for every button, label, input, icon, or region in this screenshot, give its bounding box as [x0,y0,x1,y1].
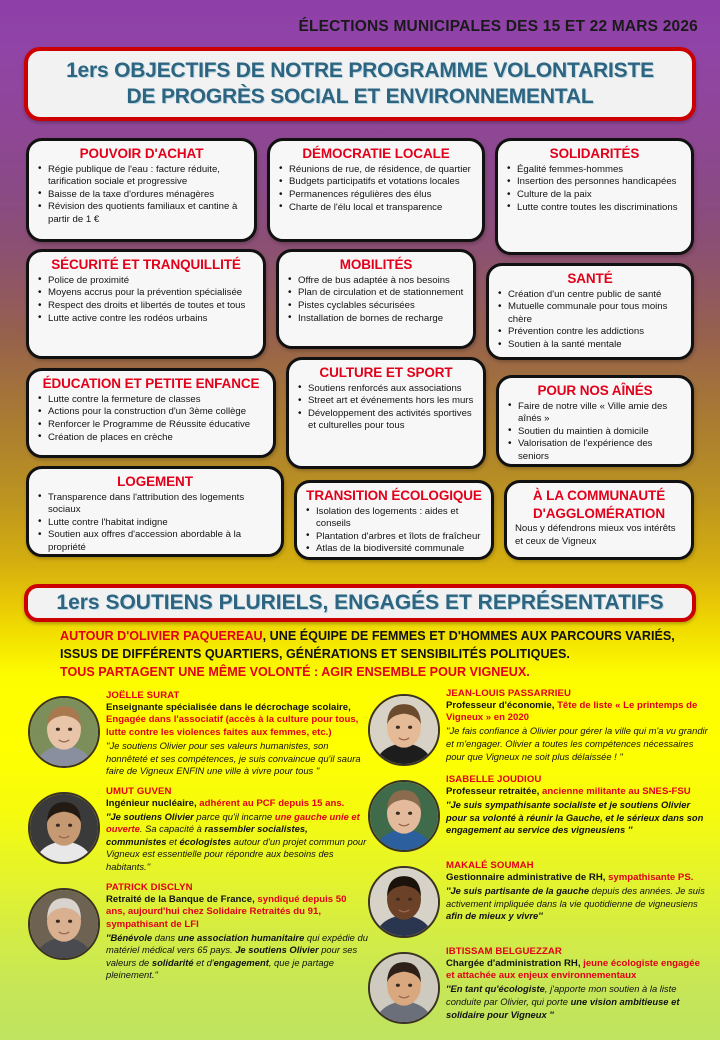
testimonial-item [28,786,368,874]
card-list-item: • Soutien aux offres d'accession abordable à la propriété [37,529,273,554]
card-list-item: • Création de places en crèche [37,432,265,444]
program-card-logement [26,466,284,557]
card-list [37,394,265,445]
program-grid [18,132,702,574]
avatar [368,694,440,766]
program-title-banner [24,47,696,121]
card-list-item: • Plantation d'arbres et îlots de fraîcheur [305,531,483,543]
testimonial-quote-segment: , j'apporte mon soutien à la liste conduite par Olivier, qui porte [446,983,677,1008]
program-card-securite-tranquillite [26,249,266,359]
testimonials-column-right [368,688,708,1032]
testimonial-quote-segment: et d' [193,956,214,968]
testimonials-column-left [28,690,368,990]
testimonial-quote-segment: , que je partage pleinement.'' [106,956,334,981]
card-list [506,164,683,215]
program-card-pouvoir-achat [26,138,257,242]
testimonial-role [446,872,708,884]
testimonial-role [106,798,368,810]
card-list-item: • Offre de bus adaptée à nos besoins [287,275,465,287]
testimonial-role-segment: Gestionnaire administrative de RH, [446,872,606,883]
testimonial-quote-segment: . Sa capacité à [139,823,205,835]
card-title: SÉCURITÉ ET TRANQUILLITÉ [51,257,241,272]
testimonial-role-segment: Professeur retraitée, [446,786,540,797]
card-list-item: • Insertion des personnes handicapées [506,176,683,188]
card-title: SANTÉ [567,271,613,286]
testimonial-quote-segment: pour ses valeurs de [106,944,358,968]
card-list [497,289,683,352]
card-list-item: • Égalité femmes-hommes [506,164,683,176]
testimonial-role-segment: ancienne militante au SNES-FSU [539,786,691,797]
testimonial-item [368,688,708,766]
card-list [507,401,683,463]
testimonial-item [368,860,708,938]
testimonial-role-segment: Retraité de la Banque de France, [106,893,255,905]
card-list-item: • Transparence dans l'attribution des logements sociaux [37,492,273,517]
card-list-item: • Isolation des logements : aides et conseils [305,506,483,531]
card-title: ÉDUCATION ET PETITE ENFANCE [42,376,260,391]
card-list-item: • Actions pour la construction d'un 3ème collège [37,406,265,418]
testimonial-role-segment: Professeur d'économie, [446,700,555,711]
testimonial-role-segment: Tête de liste « Le printemps de Vigneux » en 2020 [446,700,698,724]
soutiens-banner-label: 1ers SOUTIENS PLURIELS, ENGAGÉS ET REPRÉSENTATIFS [56,591,664,614]
card-list-item: • Révision des quotients familiaux et cantine à partir de 1 € [37,201,246,226]
testimonial-quote-segment: Je soutiens Olivier [235,944,319,956]
testimonial-quote-segment: une association humanitaire [177,931,305,943]
testimonial-text [446,774,708,837]
card-list-item: • Renforcer le Programme de Réussite éducative [37,419,265,431]
card-list-item: • Lutte active contre les rodéos urbains [37,313,255,325]
testimonial-quote [106,932,368,982]
program-card-culture-sport [286,357,486,469]
card-list-item: • Soutien à la santé mentale [497,339,683,351]
card-list-item: • Budgets participatifs et votations locales [278,176,474,188]
testimonial-role-segment: Ingénieur nucléaire, [106,797,197,809]
card-list-item: • Installation de bornes de recharge [287,313,465,325]
card-list-item: • Moyens accrus pour la prévention spécialisée [37,287,255,299]
avatar [368,952,440,1024]
testimonial-name: ISABELLE JOUDIOU [446,774,542,785]
testimonial-name: JEAN-LOUIS PASSARRIEU [446,688,572,699]
card-list-item: • Culture de la paix [506,189,683,201]
testimonial-quote-segment: ''Je suis sympathisante socialiste et je soutiens Olivier pour sa volonté à réunir la Gauche, et le sérieux dans son engagement au service des vigneusiens '' [446,798,704,836]
card-list [37,275,255,326]
card-list-item: • Pistes cyclables sécurisées [287,300,465,312]
card-list-item: • Lutte contre l'habitat indigne [37,517,273,529]
testimonial-role [106,702,368,739]
soutiens-banner [24,584,696,622]
card-list-item: • Plan de circulation et de stationnement [287,287,465,299]
testimonial-role-segment: jeune écologiste engagée et attachée aux enjeux environnementaux [446,958,700,982]
testimonial-text [446,688,708,763]
card-title-line1: À LA COMMUNAUTÉ [532,488,666,503]
testimonial-quote-segment: depuis des années. Je suis activement impliquée dans la vie quotidienne de vigneusiens [446,884,705,909]
testimonial-quote [446,983,708,1021]
program-title-line1: 1ers OBJECTIFS DE NOTRE PROGRAMME VOLONTARISTE [66,58,654,82]
testimonial-text [106,690,368,778]
testimonial-text [106,882,368,982]
testimonial-quote-segment: rassembler socialistes, communistes [106,823,308,847]
card-list [37,492,273,554]
card-list-item: • Faire de notre ville « Ville amie des aînés » [507,401,683,426]
testimonial-quote-segment: ''Bénévole [106,931,153,943]
testimonial-quote-segment: solidarité [151,956,194,968]
card-list-item: • Lutte contre toutes les discriminations [506,202,683,214]
card-list-item: • Soutiens renforcés aux associations [297,383,475,395]
program-card-sante [486,263,694,360]
card-title: TRANSITION ÉCOLOGIQUE [306,488,482,503]
program-card-mobilites [276,249,476,349]
card-list-item: • Création d'un centre public de santé [497,289,683,301]
intro-highlight: AUTOUR D'OLIVIER PAQUEREAU [60,629,263,643]
testimonial-quote [106,811,368,874]
program-card-education-petite-enfance [26,368,276,458]
intro-rest: , UNE ÉQUIPE DE FEMMES ET D'HOMMES AUX PARCOURS VARIÉS, ISSUS DE DIFFÉRENTS QUARTIERS, GÉNÉRATIONS ET SENSIBILITÉS POLITIQUES. [60,629,675,661]
testimonial-quote [446,799,708,837]
testimonial-role [446,700,708,725]
testimonial-text [106,786,368,874]
program-card-solidarites [495,138,694,255]
testimonial-role-segment: adhérent au PCF depuis 15 ans. [196,797,345,809]
testimonial-quote [106,740,368,778]
testimonial-role-segment: sympathisante PS. [605,872,694,883]
card-title: MOBILITÉS [339,257,413,272]
avatar [368,866,440,938]
card-list-item: • Baisse de la taxe d'ordures ménagères [37,189,246,201]
program-card-pour-nos-aines [496,375,694,467]
card-title: POUR NOS AÎNÉS [537,383,653,398]
testimonial-quote-segment: ''Je suis partisante de la gauche [446,884,590,896]
card-list-item: • Permanences régulières des élus [278,189,474,201]
testimonial-role [446,958,708,983]
election-date-line: ÉLECTIONS MUNICIPALES DES 15 ET 22 MARS 2026 [298,18,698,35]
card-list-item: • Atlas de la biodiversité communale [305,543,483,555]
card-list-item: • Mutuelle communale pour tous moins chère [497,301,683,326]
card-list-item: • Valorisation de l'expérience des seniors [507,438,683,463]
card-list [37,164,246,226]
testimonial-quote-segment: ''En tant qu'écologiste [446,983,545,995]
testimonial-quote-segment: ''Je soutiens Olivier [106,810,194,822]
testimonial-quote-segment: autour d'un projet commun pour Vigneux est essentielle pour répondre aux besoins des habitants.'' [106,835,367,873]
soutiens-intro [60,628,680,682]
testimonial-quote-segment: une vision ambitieuse et solidaire pour Vigneux '' [446,996,680,1020]
testimonial-name: MAKALÉ SOUMAH [446,860,534,871]
intro-line3: TOUS PARTAGENT UNE MÊME VOLONTÉ : AGIR ENSEMBLE POUR VIGNEUX. [60,664,530,679]
avatar [28,696,100,768]
testimonial-role [106,894,368,931]
testimonial-role-segment: syndiqué depuis 50 ans, aujourd'hui chez Solidaire Retraités du 91, sympathisant de LFI [106,893,347,930]
card-list [287,275,465,326]
testimonial-name: JOËLLE SURAT [106,690,180,701]
testimonial-quote-segment: ''Je soutiens Olivier pour ses valeurs humanistes, son honnêteté et ses compétences, je suis convaincue qu'il saura faire de Vigneux ENFIN une ville à vivre pour tous '' [106,739,361,777]
card-list-item: • Charte de l'élu local et transparence [278,202,474,214]
card-title: POUVOIR D'ACHAT [79,146,204,161]
testimonial-text [446,946,708,1021]
testimonial-role-segment: Enseignante spécialisée dans le décrochage scolaire, [106,702,351,713]
testimonial-name: IBTISSAM BELGUEZZAR [446,946,562,957]
avatar [368,780,440,852]
card-list-item: • Prévention contre les addictions [497,326,683,338]
card-list-item: • Réunions de rue, de résidence, de quartier [278,164,474,176]
testimonial-name: PATRICK DISCLYN [106,881,193,893]
avatar [28,888,100,960]
card-list [297,383,475,433]
card-list-item: • Police de proximité [37,275,255,287]
testimonial-role-segment: Engagée dans l'associatif (accès à la culture pour tous, lutte contre les violences faites aux femmes, etc.) [106,714,359,738]
testimonial-item [28,882,368,982]
program-card-democratie-locale [267,138,485,242]
program-card-communaute-agglomeration [504,480,694,560]
testimonial-quote-segment: ''Je fais confiance à Olivier pour gérer la ville qui m'a vu grandir et m'engager. Olivier a toutes les compétences nécessaires pour que Vigneux ne soit plus délaissée ! '' [446,725,708,762]
testimonial-role [446,786,708,798]
card-list-item: • Développement des activités sportives et culturelles pour tous [297,408,475,433]
testimonial-role-segment: Chargée d'administration RH, [446,958,581,969]
program-card-transition-ecologique [294,480,494,560]
testimonial-item [368,774,708,852]
testimonial-quote [446,725,708,763]
testimonial-quote-segment: écologistes [179,835,232,847]
testimonial-quote-segment: qui expédie du matériel médical vers 65 pays. [106,931,368,956]
testimonial-item [368,946,708,1024]
card-title: LOGEMENT [117,474,193,489]
card-title-line2: D'AGGLOMÉRATION [533,505,665,521]
testimonial-text [446,860,708,923]
program-title-line2: DE PROGRÈS SOCIAL ET ENVIRONNEMENTAL [126,85,594,108]
testimonial-item [28,690,368,778]
card-title: DÉMOCRATIE LOCALE [302,146,450,161]
testimonial-quote [446,885,708,923]
testimonial-quote-segment: afin de mieux y vivre'' [446,910,543,922]
card-list [305,506,483,556]
testimonial-quote-segment: dans [152,931,178,943]
testimonial-quote-segment: une gauche unie et ouverte [106,810,360,835]
card-text: Nous y défendrons mieux vos intérêts et ceux de Vigneux [515,523,676,547]
testimonial-quote-segment: et [166,835,180,847]
testimonial-quote-segment: engagement [213,956,269,968]
card-list-item: • Régie publique de l'eau : facture réduite, tarification sociale et progressive [37,164,246,189]
card-title: SOLIDARITÉS [549,146,640,161]
card-title: CULTURE ET SPORT [319,365,453,380]
testimonial-quote-segment: parce qu'il incarne [193,810,275,822]
card-list-item: • Soutien du maintien à domicile [507,426,683,438]
card-list-item: • Street art et événements hors les murs [297,395,475,407]
card-list [278,164,474,215]
avatar [28,792,100,864]
card-list-item: • Lutte contre la fermeture de classes [37,394,265,406]
card-list-item: • Respect des droits et libertés de toutes et tous [37,300,255,312]
testimonial-name: UMUT GUVEN [106,785,172,797]
